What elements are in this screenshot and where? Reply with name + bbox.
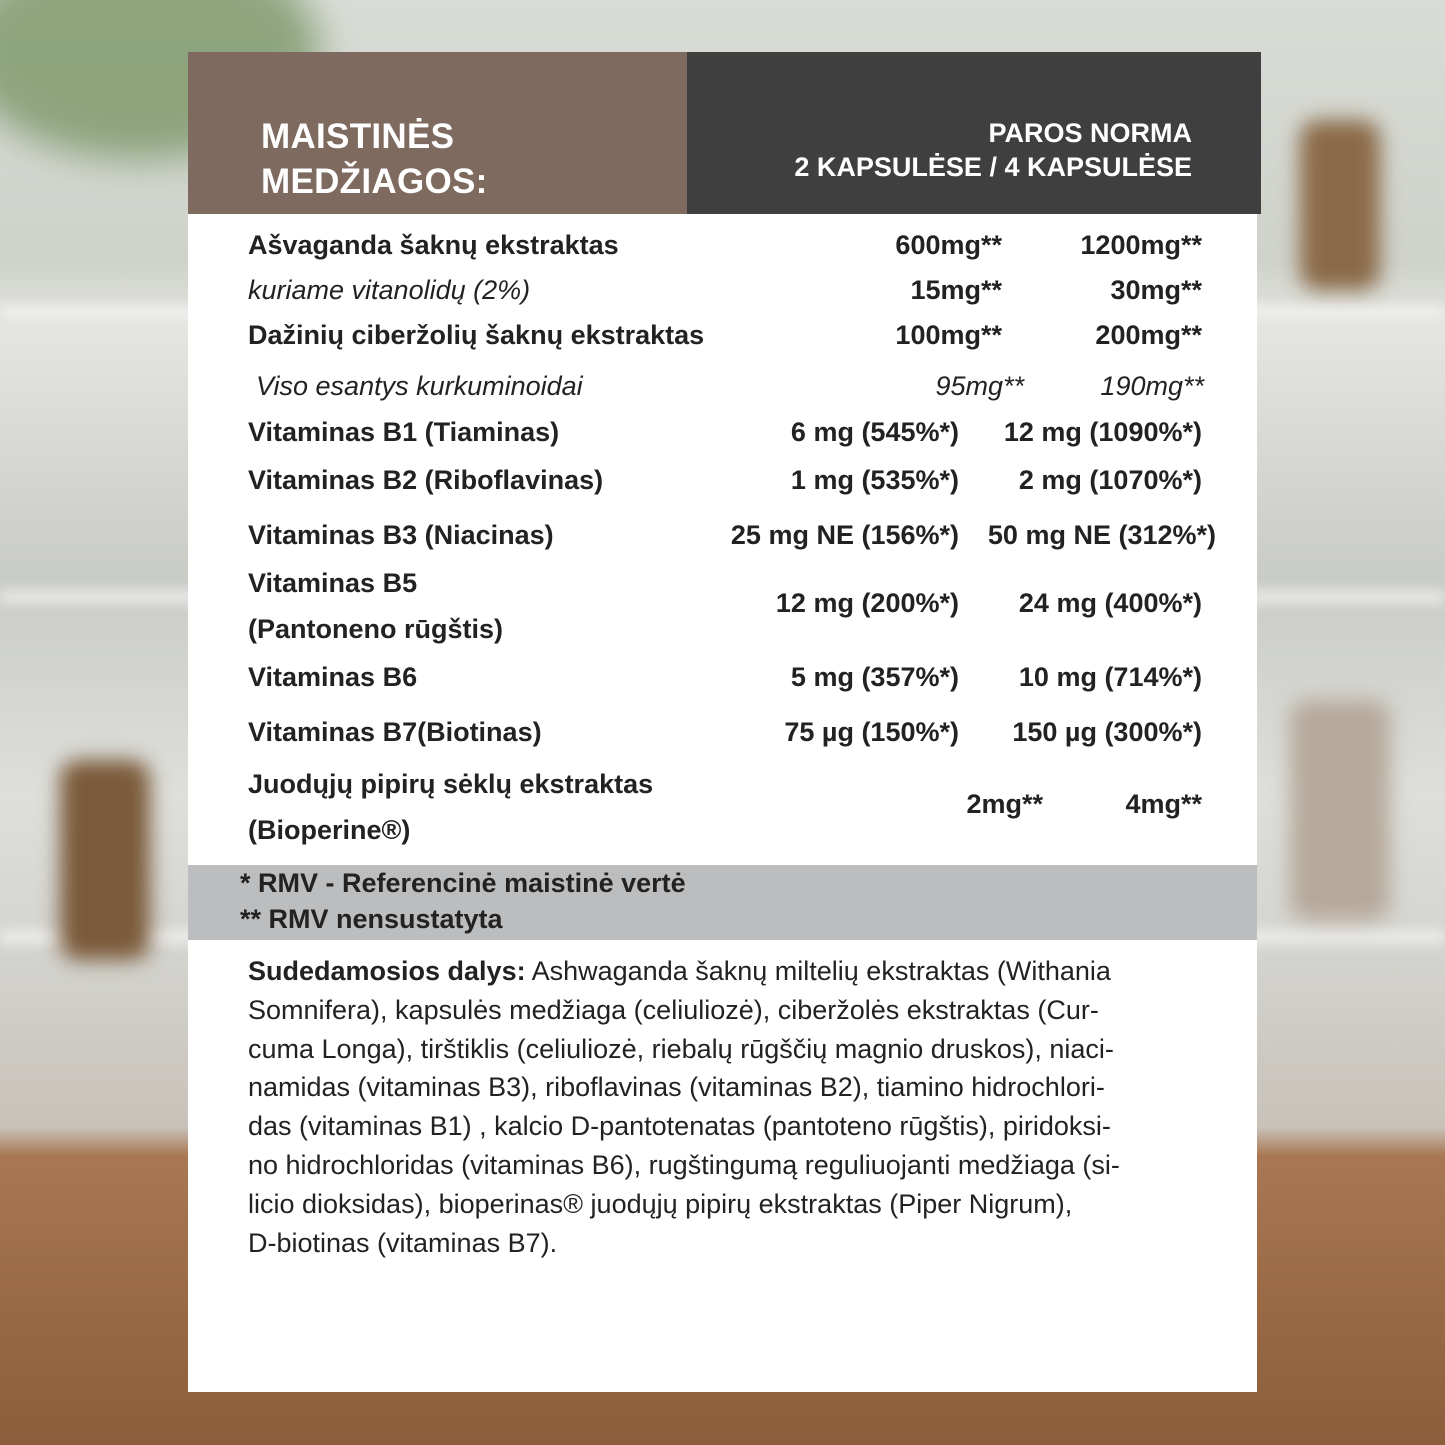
nutrient-name: Vitaminas B3 (Niacinas) [248,520,554,550]
ingredients-line: no hidrochloridas (vitaminas B6), rugštingumą reguliuojanti medžiaga (si- [248,1149,1120,1180]
nutrient-name: Viso esantys kurkuminoidai [256,371,583,401]
dose-2-capsules: 75 µg (150%*) [784,717,959,747]
dose-2-capsules: 600mg** [895,230,1002,260]
ingredients-line: namidas (vitaminas B3), riboflavinas (vitaminas B2), tiamino hidrochlori- [248,1072,1105,1103]
daily-dose-header [687,52,1261,214]
supplement-facts-card [188,52,1257,1392]
ingredients-line [248,952,1208,991]
dose-4-capsules: 190mg** [1100,371,1204,401]
dose-2-capsules: 15mg** [910,275,1002,305]
dose-2-capsules: 25 mg NE (156%*) [730,520,959,550]
ingredients-paragraph [248,952,1208,1262]
dose-2-capsules: 1 mg (535%*) [790,465,959,495]
daily-dose-title: PAROS NORMA [988,118,1192,148]
nutrient-name: Vitaminas B2 (Riboflavinas) [248,465,604,495]
nutrient-name: Ašvaganda šaknų ekstraktas [248,230,619,260]
ingredients-text: Ashwaganda šaknų miltelių ekstraktas (Withania [525,956,1111,986]
nutrient-name: Vitaminas B1 (Tiaminas) [248,417,560,447]
nutrient-name: kuriame vitanolidų (2%) [248,275,531,305]
ingredients-line: das (vitaminas B1) , kalcio D-pantotenatas (pantoteno rūgštis), piridoksi- [248,1111,1111,1142]
ingredients-line: Somnifera), kapsulės medžiaga (celiuliozė), ciberžolės ekstraktas (Cur- [248,994,1099,1025]
dose-2-capsules: 100mg** [895,320,1002,350]
capsules-title: 2 KAPSULĖSE / 4 KAPSULĖSE [794,152,1192,182]
nutrients-title: MAISTINĖS MEDŽIAGOS: [261,117,488,201]
ingredients-line: cuma Longa), tirštiklis (celiuliozė, riebalų rūgščių magnio druskos), niaci- [248,1033,1114,1064]
nutrient-name: Dažinių ciberžolių šaknų ekstraktas [248,320,705,350]
dose-4-capsules: 1200mg** [1080,230,1202,260]
dose-2-capsules: 5 mg (357%*) [790,662,959,692]
nutrient-name: Vitaminas B5 [248,568,418,598]
ingredients-line: D-biotinas (vitaminas B7). [248,1227,558,1258]
dose-4-capsules: 10 mg (714%*) [1018,662,1202,692]
dose-2-capsules: 12 mg (200%*) [775,588,959,618]
table-header [188,52,1257,214]
dose-2-capsules: 2mg** [966,789,1043,819]
dose-4-capsules: 30mg** [1110,275,1202,305]
dose-4-capsules: 200mg** [1095,320,1202,350]
footnote-rmv: * RMV - Referencinė maistinė vertė [240,868,686,898]
nutrient-name: Juodųjų pipirų sėklų ekstraktas [248,769,654,799]
dose-2-capsules: 95mg** [935,371,1024,401]
ingredients-label: Sudedamosios dalys: [248,956,526,986]
background-bottle [1300,120,1380,290]
dose-4-capsules: 4mg** [1125,789,1202,819]
dose-4-capsules: 150 µg (300%*) [1012,717,1202,747]
nutrient-name: Vitaminas B6 [248,662,418,692]
dose-2-capsules: 6 mg (545%*) [790,417,959,447]
dose-4-capsules: 24 mg (400%*) [1018,588,1202,618]
nutrient-name-continued: (Pantoneno rūgštis) [248,614,503,644]
nutrients-header [188,52,687,214]
footnotes [188,865,1257,940]
background-bottle [60,760,150,960]
dose-4-capsules: 50 mg NE (312%*) [987,520,1216,550]
dose-4-capsules: 2 mg (1070%*) [1018,465,1202,495]
nutrient-name: Vitaminas B7(Biotinas) [248,717,542,747]
footnote-rmv-not-set: ** RMV nensustatyta [240,904,503,934]
background-bottle [1290,700,1390,920]
dose-4-capsules: 12 mg (1090%*) [1003,417,1202,447]
ingredients-line: licio dioksidas), bioperinas® juodųjų pipirų ekstraktas (Piper Nigrum), [248,1188,1073,1219]
nutrient-name-continued: (Bioperine®) [248,815,411,845]
